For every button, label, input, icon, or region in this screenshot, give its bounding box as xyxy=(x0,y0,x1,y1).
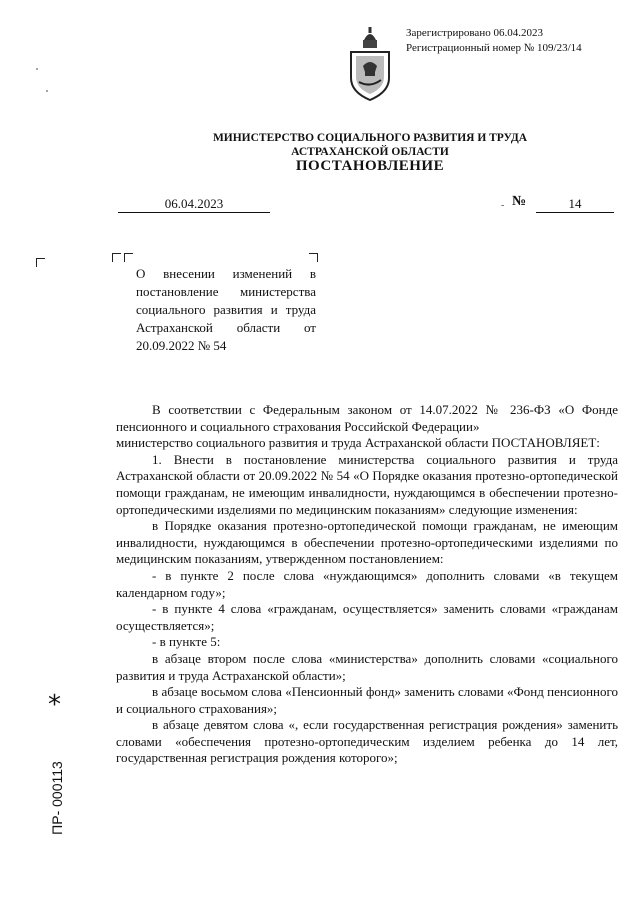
document-number: 14 xyxy=(536,196,614,213)
amendment-point-4: - в пункте 4 слова «гражданам, осуществляется» заменить словами «гражданам осуществляется»; xyxy=(116,601,618,633)
number-label: № xyxy=(512,194,527,209)
amendment-point-5-par-8: в абзаце восьмом слова «Пенсионный фонд» заменить словами «Фонд пенсионного и социального страхования»; xyxy=(116,684,618,716)
document-subject: О внесении изменений в постановление министерства социального развития и труда Астраханской области от 20.09.2022 № 54 xyxy=(136,266,316,353)
resolution-paragraph: министерство социального развития и труда Астраханской области ПОСТАНОВЛЯЕТ: xyxy=(116,435,600,451)
registration-date: Зарегистрировано 06.04.2023 xyxy=(406,27,543,39)
amendment-point-5: - в пункте 5: xyxy=(152,634,221,650)
amendment-point-5-par-9: в абзаце девятом слова «, если государственная регистрация рождения» заменить словами «обеспечения протезно-ортопедическим изделием ребенка до 14 лет, государственная регистрация рождения которого»; xyxy=(116,717,618,766)
corner-mark-left xyxy=(36,258,45,267)
asterisk-mark: * xyxy=(48,690,61,720)
coat-of-arms-icon xyxy=(347,26,393,106)
dash-mark: - xyxy=(501,200,505,211)
ministry-name-line1: МИНИСТЕРСТВО СОЦИАЛЬНОГО РАЗВИТИЯ И ТРУДА xyxy=(212,132,528,144)
ministry-name-line2: АСТРАХАНСКОЙ ОБЛАСТИ xyxy=(291,146,449,158)
registration-stamp xyxy=(406,26,582,56)
corner-mark-subject-left-2 xyxy=(124,253,133,262)
scan-speck xyxy=(46,90,48,92)
corner-mark-subject-right xyxy=(309,253,318,262)
ministry-name xyxy=(130,131,610,159)
document-body xyxy=(116,402,618,767)
margin-control-mark xyxy=(44,690,72,890)
amendment-point-5-par-2: в абзаце втором после слова «министерства» дополнить словами «социального развития и труда Астраханской области»; xyxy=(116,650,618,683)
corner-mark-subject-left-1 xyxy=(112,253,121,262)
scan-speck xyxy=(36,68,38,70)
registration-number: Регистрационный номер № 109/23/14 xyxy=(406,42,582,54)
amendment-intro-paragraph: в Порядке оказания протезно-ортопедической помощи гражданам, не имеющим инвалидности, нуждающимся в обеспечении протезно-ортопедическими изделиями по медицинским показаниям, утвержденном постановлением: xyxy=(116,518,618,567)
amendment-point-2: - в пункте 2 после слова «нуждающимся» дополнить словами «в текущем календарном году»; xyxy=(116,567,618,600)
preamble-paragraph: В соответствии с Федеральным законом от 14.07.2022 № 236-ФЗ «О Фонде пенсионного и социального страхования Российской Федерации» xyxy=(116,402,618,434)
document-date: 06.04.2023 xyxy=(118,196,270,213)
item-1-paragraph: 1. Внести в постановление министерства социального развития и труда Астраханской области от 20.09.2022 № 54 «О Порядке оказания протезно-ортопедической помощи гражданам, не имеющим инвалидности, нуждающимся в обеспечении протезно-ортопедическими изделиями по медицинским показаниям» следующие изменения: xyxy=(116,451,618,517)
control-code: ПР- 000113 xyxy=(49,761,65,835)
document-type: ПОСТАНОВЛЕНИЕ xyxy=(295,158,445,174)
